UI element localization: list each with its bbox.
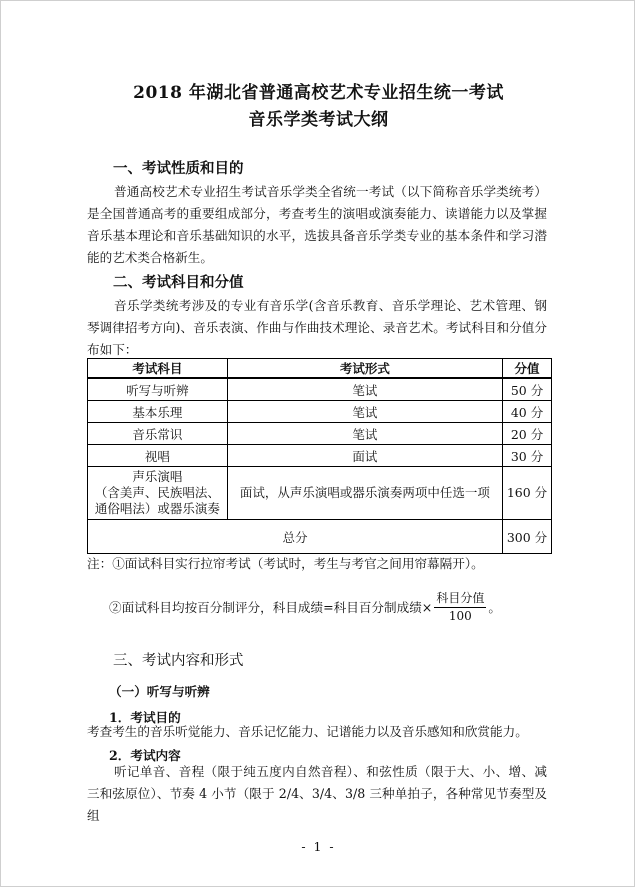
table-total-value: 300 分	[503, 520, 552, 554]
note-2-suffix: 。	[488, 599, 501, 615]
subject-line: 声乐演唱	[132, 469, 183, 484]
table-cell-form: 笔试	[227, 423, 502, 445]
note-1: 注：①面试科目实行拉帘考试（考试时，考生与考官之间用帘幕隔开）。	[87, 556, 484, 571]
table-cell-form: 笔试	[227, 401, 502, 423]
table-cell-score: 30 分	[503, 445, 552, 467]
table-cell-score: 20 分	[503, 423, 552, 445]
table-total-row	[88, 520, 552, 554]
table-cell-form: 面试	[227, 445, 502, 467]
score-table	[87, 358, 552, 554]
note-2-text: ②面试科目均按百分制评分，科目成绩=科目百分制成绩×	[109, 599, 433, 615]
section-2-body: 音乐学类统考涉及的专业有音乐学(含音乐教育、音乐学理论、艺术管理、钢琴调律招考方向)、音乐表演、作曲与作曲技术理论、录音艺术。考试科目和分值分布如下：	[87, 298, 547, 357]
table-cell-subject: 音乐常识	[88, 423, 228, 445]
item-2-body: 听记单音、音程（限于纯五度内自然音程）、和弦性质（限于大、小、增、减三和弦原位）、节奏 4 小节（限于 2/4、3/4、3/8 三种单拍子，各种常见节奏型及组	[87, 764, 547, 823]
table-row	[88, 423, 552, 445]
table-cell-subject	[88, 467, 228, 520]
fraction-denominator: 100	[448, 609, 472, 623]
table-cell-form: 面试，从声乐演唱或器乐演奏两项中任选一项	[227, 467, 502, 520]
table-cell-score: 50 分	[503, 378, 552, 401]
item-1-body: 考查考生的音乐听觉能力、音乐记忆能力、记谱能力以及音乐感知和欣赏能力。	[87, 724, 528, 739]
document-subtitle: 音乐学类考试大纲	[248, 110, 389, 130]
section-1-body: 普通高校艺术专业招生考试音乐学类全省统一考试（以下简称音乐学类统考）是全国普通高考的重要组成部分，考查考生的演唱或演奏能力、读谱能力以及掌握音乐基本理论和音乐基础知识的水平，选拔具备音乐学类专业的基本条件和学习潜能的艺术类合格新生。	[87, 184, 547, 265]
fraction	[434, 589, 486, 623]
table-row	[88, 445, 552, 467]
table-cell-subject: 听写与听辨	[88, 378, 228, 401]
table-cell-score: 40 分	[503, 401, 552, 423]
table-total-label: 总分	[88, 520, 503, 554]
subject-line: （含美声、民族唱法、	[94, 485, 220, 500]
table-cell-form: 笔试	[227, 378, 502, 401]
section-3-subheading: （一）听写与听辨	[109, 684, 210, 699]
section-1-heading: 一、考试性质和目的	[113, 160, 244, 177]
table-cell-subject: 基本乐理	[88, 401, 228, 423]
table-row	[88, 378, 552, 401]
table-cell-subject: 视唱	[88, 445, 228, 467]
fraction-numerator: 科目分值	[434, 589, 486, 608]
item-2-title: 2．考试内容	[109, 748, 181, 763]
page-number: - 1 -	[301, 839, 336, 854]
table-row	[88, 401, 552, 423]
subject-line: 通俗唱法）或器乐演奏	[94, 501, 220, 516]
table-header-subject: 考试科目	[88, 359, 228, 379]
table-row-performance	[88, 467, 552, 520]
document-title: 2018 年湖北省普通高校艺术专业招生统一考试	[133, 83, 504, 103]
table-header-form: 考试形式	[227, 359, 502, 379]
table-header-row	[88, 359, 552, 379]
section-2-heading: 二、考试科目和分值	[113, 274, 244, 291]
note-2-formula	[109, 589, 501, 623]
section-3-heading: 三、考试内容和形式	[113, 653, 244, 669]
table-cell-score: 160 分	[503, 467, 552, 520]
table-header-score: 分值	[503, 359, 552, 379]
item-1-title: 1．考试目的	[109, 710, 181, 725]
